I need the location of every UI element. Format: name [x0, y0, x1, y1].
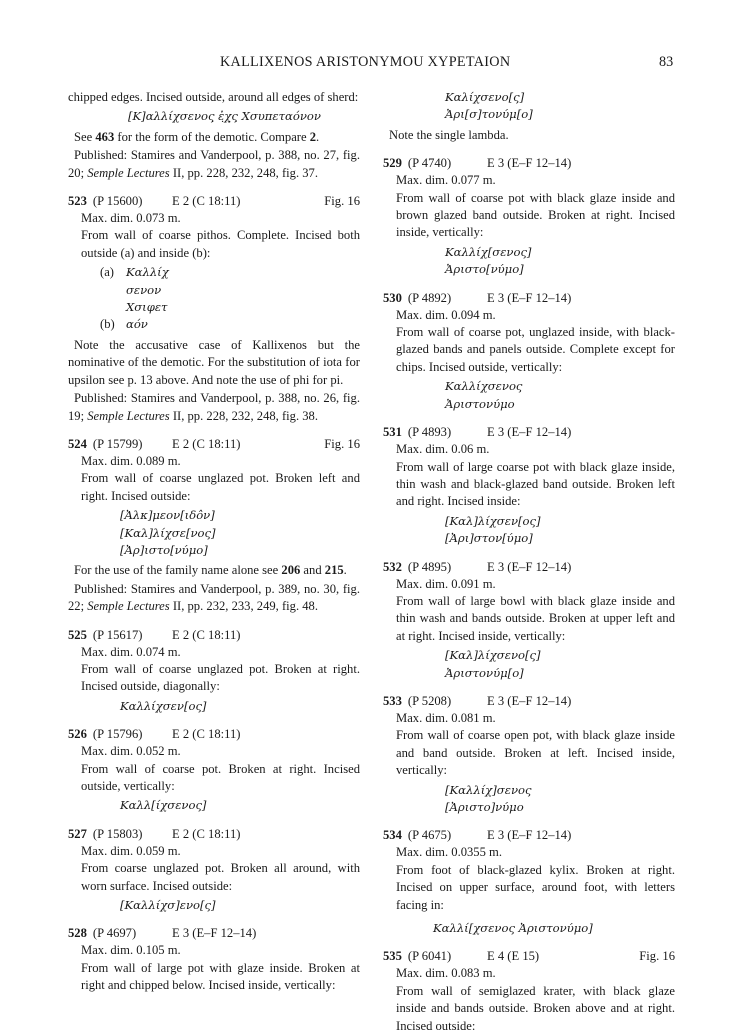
entry-body: [383, 965, 675, 1035]
description: From wall of large bowl with black glaze inside and thin wash and bands outside. Broken at upper left and at right. Incised inside, vertically:: [396, 593, 675, 643]
entry-body: [383, 844, 675, 914]
greek-inscription: [68, 797, 360, 814]
page-number: 83: [659, 54, 674, 70]
inventory-number: (P 5208): [407, 693, 452, 708]
entry-heading: [68, 825, 360, 843]
dimension: Max. dim. 0.094 m.: [396, 307, 496, 322]
figure-reference: Fig. 16: [324, 194, 360, 209]
context-label: E 3 (E–F 12–14): [487, 290, 572, 305]
entry-body: [383, 172, 675, 242]
entry-number: 527: [68, 826, 87, 841]
entry-number: 532: [383, 559, 402, 574]
greek-line: σενον: [126, 282, 162, 297]
entry-number: 525: [68, 627, 87, 642]
entry-body: [68, 210, 360, 262]
context-label: E 3 (E–F 12–14): [487, 156, 572, 171]
entry-heading: [383, 154, 675, 172]
entry-529: [383, 154, 675, 278]
description: From wall of coarse unglazed pot. Broken left and right. Incised outside:: [81, 471, 360, 503]
description: From wall of large pot with glaze inside. Broken at right and chipped below. Incised inside, vertically:: [81, 960, 360, 993]
greek-line: [Καλ]λίχσεν[ος]: [445, 513, 541, 528]
description: From wall of coarse unglazed pot. Broken at right. Incised outside, diagonally:: [81, 661, 360, 694]
entry-heading: [383, 289, 675, 307]
entry-525: [68, 626, 360, 716]
entry-number: 528: [68, 926, 87, 941]
description: From wall of coarse pot. Broken at right. Incised outside, vertically:: [81, 761, 360, 793]
entry-heading: [68, 626, 360, 644]
entry-number: 535: [383, 949, 402, 964]
entry-528: [68, 924, 360, 994]
entry-heading: [383, 423, 675, 441]
greek-line: Χσιφετ: [126, 300, 168, 315]
entry-body: [383, 441, 675, 511]
dimension: Max. dim. 0.06 m.: [396, 442, 490, 457]
inventory-number: (P 15617): [92, 627, 143, 642]
figure-reference: Fig. 16: [324, 436, 360, 451]
greek-line: Καλλ[ίχσενος]: [120, 798, 207, 813]
description: From wall of coarse pot, unglazed inside, with black-glazed bands and panels outside. Complete except for chips. Incised outside, vertically:: [396, 325, 675, 374]
greek-inscription: [90, 264, 360, 334]
publication-note: Published: Stamires and Vanderpool, p. 389, no. 30, fig. 22; Semple Lectures II, pp. 232, 233, 249, fig. 48.: [68, 581, 360, 614]
greek-line: [Ἀρι]στον[ύμο]: [445, 531, 533, 546]
greek-line: Καλλίχσενος: [445, 379, 523, 394]
description: From wall of coarse pithos. Complete. Incised both outside (a) and inside (b):: [81, 228, 360, 260]
dimension: Max. dim. 0.073 m.: [81, 211, 181, 226]
entry-number: 523: [68, 194, 87, 209]
entry-heading: [68, 192, 360, 210]
note: Note the single lambda.: [389, 127, 509, 142]
inventory-number: (P 4893): [407, 425, 452, 440]
entry-number: 530: [383, 290, 402, 305]
entry-body: [383, 307, 675, 377]
greek-line: [Κ]αλλίχσενος̣ ἐ̣χ̣ς̣ Χσυπεταόνον: [128, 109, 321, 124]
entry-524: [68, 435, 360, 616]
dimension: Max. dim. 0.052 m.: [81, 744, 181, 759]
description: From foot of black-glazed kylix. Broken at right. Incised on upper surface, around foot, with letters facing in:: [396, 862, 675, 912]
entry-heading: [68, 924, 360, 942]
entry-526: [68, 725, 360, 815]
dimension: Max. dim. 0.074 m.: [81, 644, 181, 659]
greek-line: Καλλίχ: [126, 265, 169, 280]
entry-number: 524: [68, 436, 87, 451]
greek-line: [Καλ]λίχσε[νος]: [120, 525, 216, 540]
dimension: Max. dim. 0.0355 m.: [396, 845, 502, 860]
inventory-number: (P 4740): [407, 156, 452, 171]
cross-reference: See 463 for the form of the demotic. Compare 2.: [74, 129, 320, 144]
greek-inscription: [68, 698, 360, 715]
publication-note: Published: Stamires and Vanderpool, p. 388, no. 27, fig. 20; Semple Lectures II, pp. 228, 232, 248, fig. 37.: [68, 148, 360, 180]
greek-inscription: [383, 244, 675, 279]
paragraph: chipped edges. Incised outside, around all edges of sherd:: [68, 90, 359, 104]
greek-line: Καλλίχσεν[ος]: [120, 698, 207, 713]
context-label: E 3 (E–F 12–14): [487, 693, 572, 708]
entry-body: [68, 843, 360, 895]
context-label: E 2 (C 18:11): [172, 826, 241, 841]
inventory-number: (P 15600): [92, 194, 143, 209]
entry-number: 531: [383, 425, 402, 440]
running-title: KALLIXENOS ARISTONYMOU XYPETAION: [220, 54, 511, 70]
description: From wall of coarse pot with black glaze inside and brown glazed band outside. Broken at right. Incised inside, vertically:: [396, 190, 675, 240]
figure-reference: Fig. 16: [639, 949, 675, 964]
entry-heading: [68, 435, 360, 453]
context-label: E 2 (C 18:11): [172, 194, 241, 209]
entry-531: [383, 423, 675, 547]
publication-note: Published: Stamires and Vanderpool, p. 388, no. 26, fig. 19; Semple Lectures II, pp. 228, 232, 248, fig. 38.: [68, 391, 360, 423]
entry-body: [68, 644, 360, 696]
greek-line: Καλλί[χσενος Ἀριστονύμο]: [433, 921, 593, 936]
greek-line: Καλλίχ[σενος]: [445, 244, 532, 259]
entry-body: [383, 710, 675, 780]
entry-continued: [68, 89, 360, 182]
greek-line: Ἀριστονύμ[ο]: [445, 665, 524, 680]
context-label: E 4 (E 15): [487, 949, 540, 964]
greek-line: [Ἀρ]ιστο[νύμο]: [120, 542, 208, 557]
entry-heading: [383, 826, 675, 844]
right-column: [383, 89, 675, 1035]
greek-inscription: [383, 513, 675, 548]
inventory-number: (P 4697): [92, 926, 137, 941]
greek-line: [Καλλίχ]σενος: [445, 782, 532, 797]
dimension: Max. dim. 0.077 m.: [396, 173, 496, 188]
context-label: E 3 (E–F 12–14): [487, 828, 572, 843]
entry-body: [68, 453, 360, 505]
context-label: E 2 (C 18:11): [172, 436, 241, 451]
entry-523: [68, 192, 360, 425]
entry-527: [68, 825, 360, 915]
entry-number: 534: [383, 828, 402, 843]
greek-line: Καλίχσενο[ς]: [445, 90, 525, 104]
greek-line: [Καλ]λίχσενο[ς]: [445, 648, 541, 663]
greek-inscription: [383, 647, 675, 682]
greek-line: [Καλλίχσ]ενο[ς]: [120, 898, 216, 913]
dimension: Max. dim. 0.083 m.: [396, 966, 496, 981]
inventory-number: (P 4675): [407, 828, 452, 843]
running-header: [0, 54, 731, 74]
inventory-number: (P 4892): [407, 290, 452, 305]
context-label: E 3 (E–F 12–14): [172, 926, 257, 941]
entry-body: [383, 576, 675, 646]
entry-535: [383, 947, 675, 1035]
greek-inscription: [383, 378, 675, 413]
context-label: E 3 (E–F 12–14): [487, 425, 572, 440]
greek-line: Ἀρι[σ]τονύμ[ο]: [445, 107, 533, 122]
entry-body: [68, 743, 360, 795]
dimension: Max. dim. 0.089 m.: [81, 453, 181, 468]
greek-line: Ἀριστο[νύμο]: [445, 262, 524, 277]
note: For the use of the family name alone see 206 and 215.: [74, 563, 347, 578]
inventory-number: (P 15796): [92, 727, 143, 742]
entry-533: [383, 692, 675, 816]
greek-line: Ἀριστονύμο: [445, 396, 515, 411]
description: From wall of coarse open pot, with black glaze inside and band outside. Broken at left. Incised inside, vertically:: [396, 728, 675, 778]
entry-530: [383, 289, 675, 413]
greek-line: αόν: [126, 317, 148, 332]
inventory-number: (P 15799): [92, 436, 143, 451]
entry-532: [383, 558, 675, 682]
entry-heading: [383, 692, 675, 710]
context-label: E 3 (E–F 12–14): [487, 559, 572, 574]
context-label: E 2 (C 18:11): [172, 627, 241, 642]
entry-number: 526: [68, 727, 87, 742]
greek-inscription: [383, 782, 675, 817]
description: From wall of semiglazed krater, with black glaze inside and bands outside. Broken above and at right. Incised outside:: [396, 983, 675, 1033]
side-label: (b): [100, 317, 115, 332]
entry-number: 529: [383, 156, 402, 171]
note: Note the accusative case of Kallixenos but the nominative of the demotic. For the substitution of iota for upsilon see p. 13 above. And note the use of phi for pi.: [68, 337, 360, 387]
entry-heading: [68, 725, 360, 743]
dimension: Max. dim. 0.091 m.: [396, 576, 496, 591]
greek-inscription: [68, 108, 360, 125]
description: From coarse unglazed pot. Broken all around, with worn surface. Incised outside:: [81, 861, 360, 893]
entry-534: [383, 826, 675, 937]
side-label: (a): [100, 265, 114, 280]
context-label: E 2 (C 18:11): [172, 727, 241, 742]
greek-inscription: [383, 89, 675, 124]
dimension: Max. dim. 0.105 m.: [81, 943, 181, 958]
description: From wall of large coarse pot with black glaze inside, thin wash and black-glazed band outside. Broken left and right. Incised inside:: [396, 459, 675, 509]
entry-heading: [383, 558, 675, 576]
left-column: [68, 89, 360, 995]
greek-inscription: [68, 507, 360, 559]
dimension: Max. dim. 0.059 m.: [81, 843, 181, 858]
dimension: Max. dim. 0.081 m.: [396, 710, 496, 725]
greek-line: [Ἀριστο]νύμο: [445, 800, 524, 814]
inventory-number: (P 15803): [92, 826, 143, 841]
entry-528-continued: [383, 89, 675, 144]
inventory-number: (P 6041): [407, 949, 452, 964]
greek-line: [Ἀλκ]μεον[ιδôν]: [120, 508, 215, 523]
greek-inscription: [383, 920, 675, 937]
inventory-number: (P 4895): [407, 559, 452, 574]
greek-inscription: [68, 897, 360, 914]
entry-heading: [383, 947, 675, 965]
entry-number: 533: [383, 693, 402, 708]
entry-body: [68, 942, 360, 994]
